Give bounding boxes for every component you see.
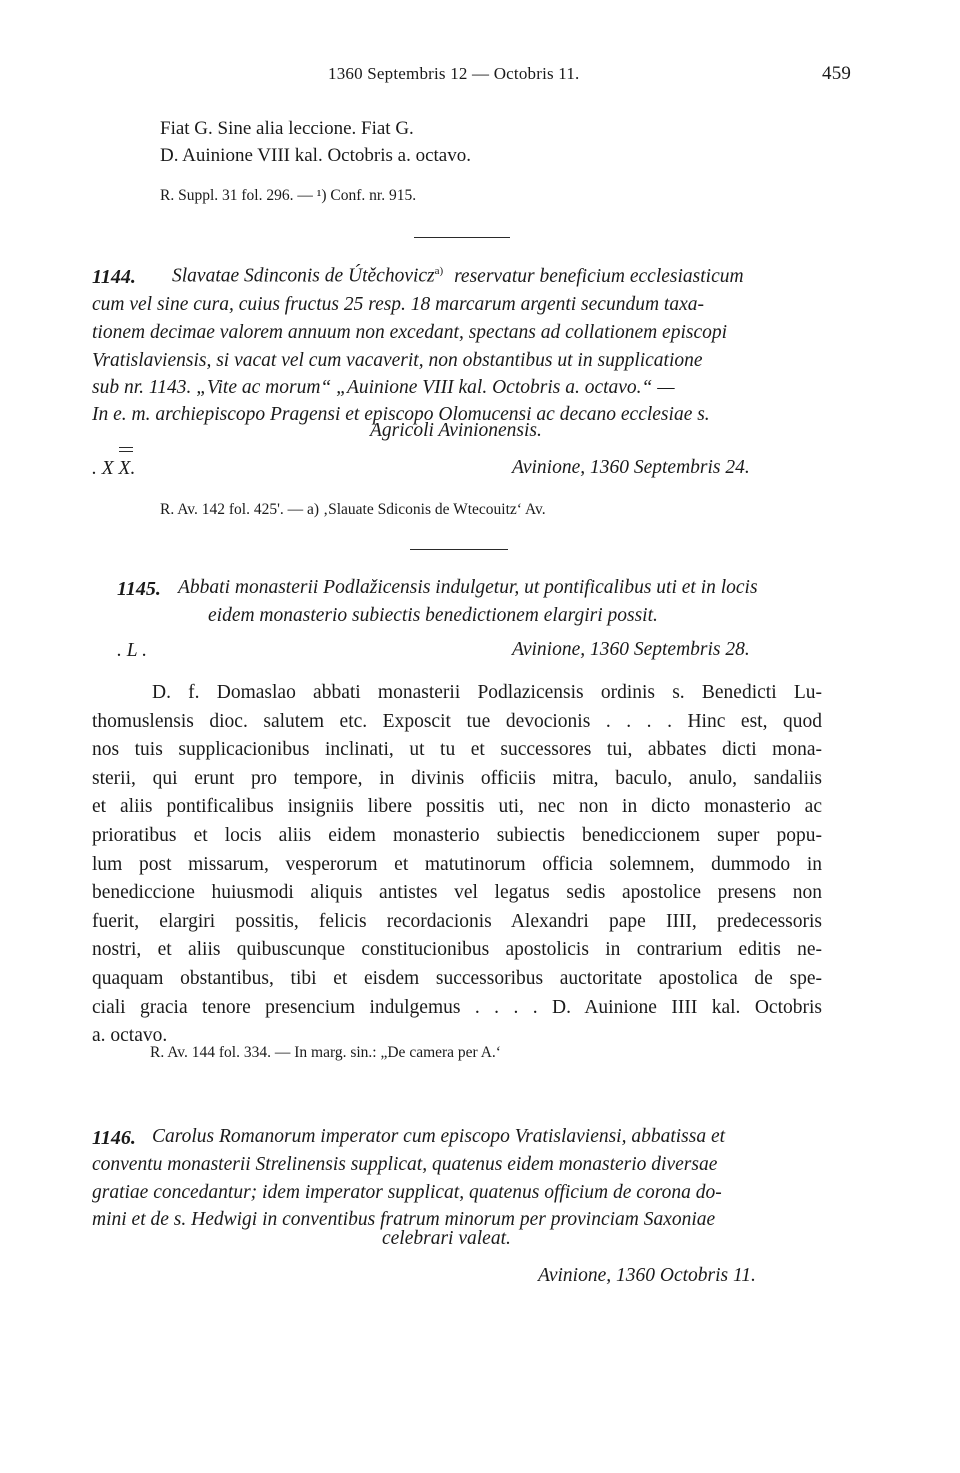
fragment-line-2: D. Auinione VIII kal. Octobris a. octavo. bbox=[160, 145, 471, 166]
doc1145-text-line: sterii, qui erunt pro tempore, in divinis officiis mitra, baculo, anulo, sandaliis bbox=[92, 767, 822, 789]
doc1145-text-line: a. octavo. bbox=[92, 1025, 168, 1047]
doc1144-regest-head: Slavatae Sdinconis de Útěchovicz bbox=[172, 265, 435, 287]
doc1144-regest-line-4: Vratislaviensis, si vacat vel cum vacaverit, non obstantibus ut in supplicatione bbox=[92, 350, 703, 371]
doc1145-text-line: et aliis pontificalibus insigniis libere possitis uti, nec non in dicto monasterio ac bbox=[92, 796, 822, 818]
doc1145-regest-line-1: Abbati monasterii Podlažicensis indulgetur, ut pontificalibus uti et in locis bbox=[178, 577, 758, 598]
tax-mark-bar bbox=[119, 447, 133, 448]
doc1145-text-line: quaquam obstantibus, tibi et eisdem successoribus auctoritate apostolica de spe- bbox=[92, 967, 822, 989]
doc1145-text-line: lum post missarum, vesperorum et matutinorum officia solemnem, dummodo in bbox=[92, 853, 822, 875]
doc1146-regest-line-5: celebrari valeat. bbox=[382, 1228, 511, 1249]
doc1144-regest-line-7: Agricoli Avinionensis. bbox=[370, 420, 542, 441]
doc1144-regest-line-6: In e. m. archiepiscopo Pragensi et episcopo Olomucensi ac decano ecclesiae s. bbox=[92, 404, 710, 425]
doc1144-regest-line-3: tionem decimae valorem annuum non excedant, spectans ad collationem episcopi bbox=[92, 322, 728, 343]
page-number: 459 bbox=[822, 63, 852, 84]
doc-number-1145: 1145. bbox=[117, 578, 161, 600]
doc1146-date: Avinione, 1360 Octobris 11. bbox=[538, 1265, 756, 1286]
footnote-mark-a: a) bbox=[434, 265, 444, 277]
running-title: 1360 Septembris 12 — Octobris 11. bbox=[328, 64, 580, 83]
fragment-source-note: R. Suppl. 31 fol. 296. — ¹) Conf. nr. 915. bbox=[160, 187, 417, 204]
section-divider bbox=[410, 549, 508, 550]
doc1145-source-note: R. Av. 144 fol. 334. — In marg. sin.: „De camera per A.‘ bbox=[150, 1044, 501, 1061]
doc1145-text-line: benediccione huiusmodi aliquis antistes vel legatus sedis apostolice presens non bbox=[92, 882, 822, 904]
doc1145-text-line: fuerit, elargiri possitis, felicis recordacionis Alexandri pape IIII, predecessoris bbox=[92, 910, 822, 932]
doc1145-text-line: ciali gracia tenore presencium indulgemus . . . . D. Auinione IIII kal. Octobris bbox=[92, 996, 822, 1018]
doc1144-source-note: R. Av. 142 fol. 425'. — a) ‚Slauate Sdiconis de Wtecouitz‘ Av. bbox=[160, 501, 546, 518]
doc1145-text-line: nostri, et aliis quibuscunque constitucionibus apostolicis in contrarium editis ne- bbox=[92, 939, 822, 961]
doc1146-regest-line-2: conventu monasterii Strelinensis supplicat, quatenus eidem monasterio diversae bbox=[92, 1154, 718, 1175]
doc1145-text-line: prioratibus et locis aliis eidem monasterio subiectis benediccionem super popu- bbox=[92, 824, 822, 846]
doc1146-regest-line-1: Carolus Romanorum imperator cum episcopo Vratislaviensi, abbatissa et bbox=[152, 1126, 726, 1147]
doc1145-regest-line-2: eidem monasterio subiectis benedictionem elargiri possit. bbox=[208, 605, 658, 626]
doc1145-text-line: D. f. Domaslao abbati monasterii Podlazicensis ordinis s. Benedicti Lu- bbox=[152, 682, 822, 703]
doc1144-tax-mark: . X X. bbox=[92, 458, 136, 479]
doc-number-1144: 1144. bbox=[92, 266, 136, 288]
doc1145-tax-mark: . L . bbox=[117, 640, 147, 661]
doc1145-text-line: nos tuis supplicacionibus inclinati, ut tu et successores tui, abbates dicti mona- bbox=[92, 739, 822, 761]
doc1144-regest-line-1 bbox=[172, 265, 744, 288]
doc1144-date: Avinione, 1360 Septembris 24. bbox=[512, 457, 750, 478]
doc1145-text-line: thomuslensis dioc. salutem etc. Exposcit tue devocionis . . . . Hinc est, quod bbox=[92, 710, 822, 732]
tax-mark-bar bbox=[119, 451, 133, 452]
doc1146-regest-line-4: mini et de s. Hedwigi in conventibus fratrum minorum per provinciam Saxoniae bbox=[92, 1209, 716, 1230]
doc1146-regest-line-3: gratiae concedantur; idem imperator supplicat, quatenus officium de corona do- bbox=[92, 1182, 722, 1203]
doc1144-regest-tail: reservatur beneficium ecclesiasticum bbox=[454, 265, 744, 287]
doc1145-date: Avinione, 1360 Septembris 28. bbox=[512, 639, 750, 660]
doc1144-regest-line-5: sub nr. 1143. „Vite ac morum“ „Auinione VIII kal. Octobris a. octavo.“ — bbox=[92, 377, 675, 398]
doc1145-text bbox=[92, 679, 822, 1051]
doc-number-1146: 1146. bbox=[92, 1127, 136, 1149]
fragment-line-1: Fiat G. Sine alia leccione. Fiat G. bbox=[160, 118, 414, 139]
section-divider bbox=[414, 237, 510, 238]
doc1144-regest-line-2: cum vel sine cura, cuius fructus 25 resp. 18 marcarum argenti secundum taxa- bbox=[92, 294, 704, 315]
